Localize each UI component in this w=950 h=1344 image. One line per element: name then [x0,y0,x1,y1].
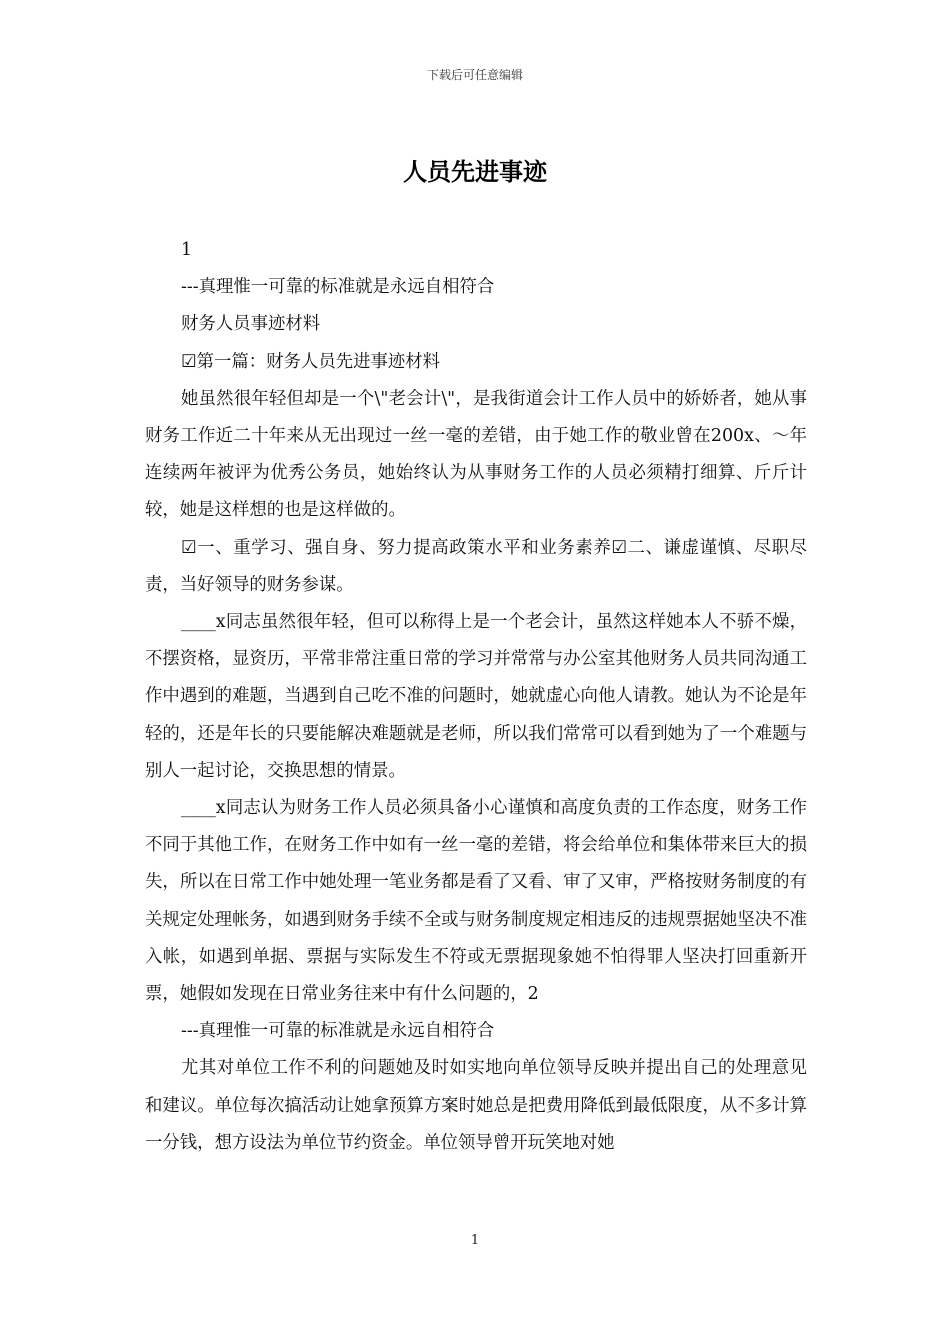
paragraph-section-number: 1 [181,240,193,260]
paragraph-body: 尤其对单位工作不利的问题她及时如实地向单位领导反映并提出自己的处理意见和建议。单位每次搞活动让她拿预算方案时她总是把费用降低到最低限度，从不多计算一分钱，想方设法为单位节约资金。单位领导曾开玩笑地对她 [145,1058,807,1153]
paragraph-subtitle: 财务人员事迹材料 [181,314,321,335]
paragraph-body: ____x同志虽然很年轻，但可以称得上是一个老会计，虽然这样她本人不骄不燥，不摆资格，显资历，平常非常注重日常的学习并常常与办公室其他财务人员共同沟通工作中遇到的难题，当遇到自己吃不准的问题时，她就虚心向他人请教。她认为不论是年轻的，还是年长的只要能解决难题就是老师，所以我们常常可以看到她为了一个难题与别人一起讨论，交换思想的情景。 [145,612,807,781]
document-body [145,232,807,1162]
paragraph-chapter-heading: ☑第一篇：财务人员先进事迹材料 [181,351,441,372]
paragraph-quote: ---真理惟一可靠的标准就是永远自相符合 [181,1021,495,1042]
page-number: 1 [470,1233,480,1248]
paragraph-body: ____x同志认为财务工作人员必须具备小心谨慎和高度负责的工作态度，财务工作不同于其他工作，在财务工作中如有一丝一毫的差错，将会给单位和集体带来巨大的损失，所以在日常工作中她处理一笔业务都是看了又看、审了又审，严格按财务制度的有关规定处理帐务，如遇到财务手续不全或与财务制度规定相违反的违规票据她坚决不准入帐，如遇到单据、票据与实际发生不符或无票据现象她不怕得罪人坚决打回重新开票，她假如发现在日常业务往来中有什么问题的，2 [145,798,807,1005]
paragraph-body: 她虽然很年轻但却是一个\"老会计\"，是我街道会计工作人员中的娇娇者，她从事财务工作近二十年来从无出现过一丝一毫的差错，由于她工作的敬业曾在200x、～年连续两年被评为优秀公务员，她始终认为从事财务工作的人员必须精打细算、斤斤计较，她是这样想的也是这样做的。 [145,388,807,521]
paragraph-body: ☑一、重学习、强自身、努力提高政策水平和业务素养☑二、谦虚谨慎、尽职尽责，当好领导的财务参谋。 [145,537,807,595]
paragraph-quote: ---真理惟一可靠的标准就是永远自相符合 [181,277,495,298]
document-title: 人员先进事迹 [403,158,547,186]
header-note: 下载后可任意编辑 [426,68,523,82]
